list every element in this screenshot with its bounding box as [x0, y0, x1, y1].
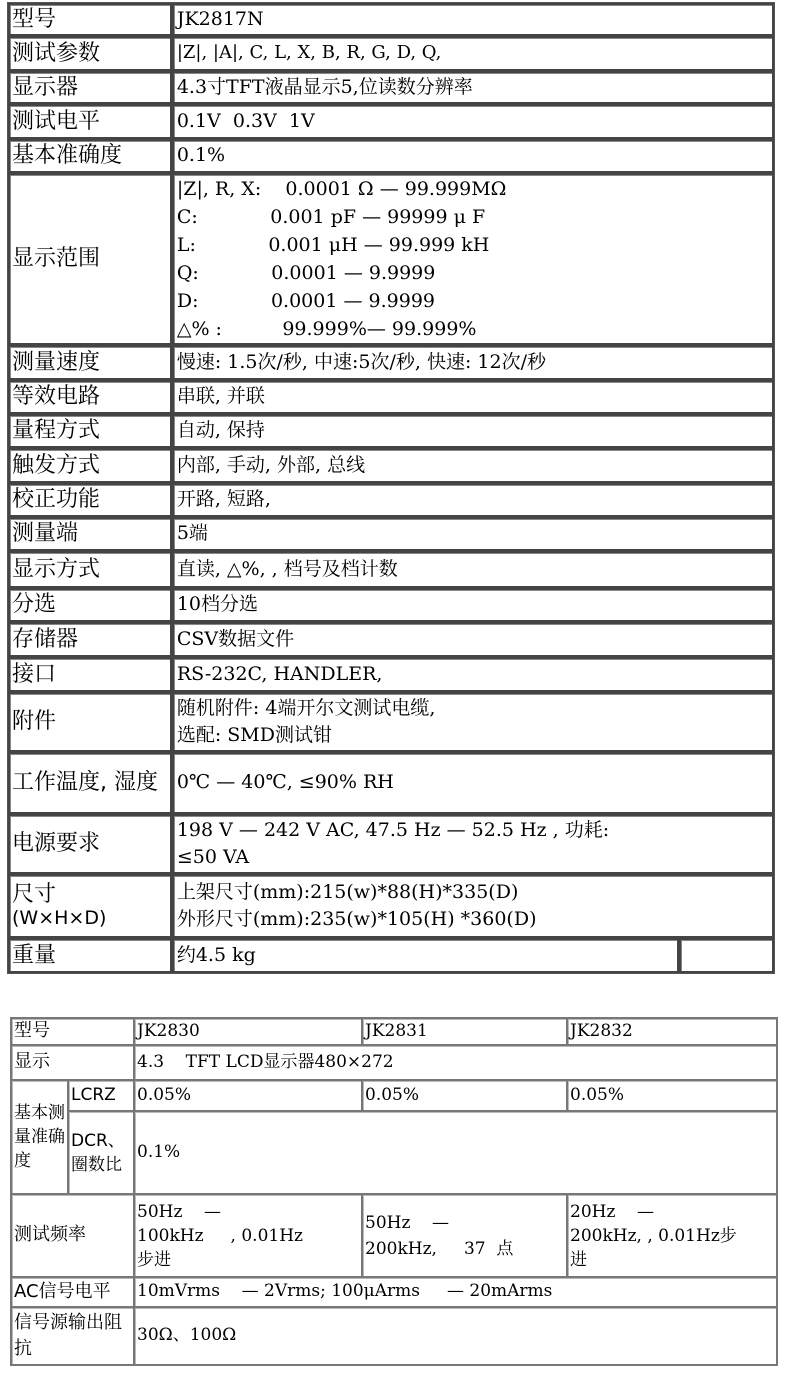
terminals-value: 5端 [172, 517, 774, 551]
range-mode-label: 量程方式 [8, 414, 172, 448]
range-line: C: 0.001 pF — 99999 μ F [176, 206, 486, 228]
model-jk2832: JK2832 [567, 1018, 777, 1045]
display-value: 4.3 TFT LCD显示器480×272 [134, 1045, 777, 1080]
test-params-label: 测试参数 [8, 36, 172, 71]
range-line: |Z|, R, X: 0.0001 Ω — 99.999MΩ [176, 178, 507, 200]
table-row-accuracy [8, 139, 774, 173]
display-value: 4.3寸TFT液晶显示5,位读数分辨率 [172, 71, 774, 104]
label-line: 尺寸 [12, 882, 57, 908]
value-line: 外形尺寸(mm):235(w)*105(H) *360(D) [176, 908, 537, 930]
frequency-jk2830: 50Hz — 100kHz , 0.01Hz 步进 [134, 1194, 362, 1277]
frequency-label: 测试频率 [11, 1194, 134, 1277]
table-row-source-impedance [11, 1307, 777, 1365]
table-row-power [8, 814, 774, 874]
table-row-accuracy-lcrz [11, 1080, 777, 1111]
lcrz-value-jk2832: 0.05% [567, 1080, 777, 1111]
value-line: 随机附件: 4端开尔文测试电缆, [176, 697, 436, 719]
test-level-label: 测试电平 [8, 104, 172, 139]
table-row-trigger [8, 448, 774, 483]
speed-value: 慢速: 1.5次/秒, 中速:5次/秒, 快速: 12次/秒 [172, 345, 774, 380]
dcr-value: 0.1% [134, 1111, 777, 1194]
table-row-temperature [8, 752, 774, 814]
correction-value: 开路, 短路, [172, 483, 774, 517]
model-jk2830: JK2830 [134, 1018, 362, 1045]
speed-label: 测量速度 [8, 345, 172, 380]
value-line: 上架尺寸(mm):215(w)*88(H)*335(D) [176, 881, 519, 903]
interface-label: 接口 [8, 657, 172, 692]
sorting-value: 10档分选 [172, 588, 774, 622]
range-line: Q: 0.0001 — 9.9999 [176, 262, 436, 284]
display-range-label: 显示范围 [8, 173, 172, 345]
temperature-value: 0℃ — 40℃, ≤90% RH [172, 752, 774, 814]
table-row-dimensions [8, 874, 774, 938]
lcrz-value-jk2830: 0.05% [134, 1080, 362, 1111]
table-row-weight [8, 938, 774, 973]
display-mode-label: 显示方式 [8, 551, 172, 588]
spec-table-jk2830-series [10, 1017, 778, 1366]
interface-value: RS-232C, HANDLER, [172, 657, 774, 692]
table-row-test-level [8, 104, 774, 139]
lcrz-value-jk2831: 0.05% [362, 1080, 567, 1111]
dimensions-value [172, 874, 774, 938]
storage-value: CSV数据文件 [172, 622, 774, 657]
source-impedance-label: 信号源输出阻抗 [11, 1307, 134, 1365]
value-line: 198 V — 242 V AC, 47.5 Hz — 52.5 Hz , 功耗: [176, 819, 610, 841]
table-row-display [8, 71, 774, 104]
table-row-accessories [8, 692, 774, 752]
frequency-jk2832: 20Hz — 200kHz, , 0.01Hz步 进 [567, 1194, 777, 1277]
test-level-value: 0.1V 0.3V 1V [172, 104, 774, 139]
storage-label: 存储器 [8, 622, 172, 657]
spec-table-jk2817n [7, 2, 775, 974]
correction-label: 校正功能 [8, 483, 172, 517]
table-row-display-mode [8, 551, 774, 588]
range-line: D: 0.0001 — 9.9999 [176, 290, 435, 312]
table-row-storage [8, 622, 774, 657]
test-params-value: |Z|, |A|, C, L, X, B, R, G, D, Q, [172, 36, 774, 71]
table-row-range-mode [8, 414, 774, 448]
trigger-value: 内部, 手动, 外部, 总线 [172, 448, 774, 483]
accuracy-label: 基本准确度 [8, 139, 172, 173]
model-label: 型号 [11, 1018, 134, 1045]
terminals-label: 测量端 [8, 517, 172, 551]
table-row-model [8, 3, 774, 36]
table-row-frequency [11, 1194, 777, 1277]
temperature-label: 工作温度, 湿度 [8, 752, 172, 814]
equivalent-circuit-label: 等效电路 [8, 380, 172, 414]
model-jk2831: JK2831 [362, 1018, 567, 1045]
weight-extra-cell [679, 938, 774, 973]
display-mode-value: 直读, △%, , 档号及档计数 [172, 551, 774, 588]
table-row-display-range [8, 173, 774, 345]
display-label: 显示器 [8, 71, 172, 104]
spec-table-2-body [11, 1018, 777, 1365]
table-row-accuracy-dcr [11, 1111, 777, 1194]
ac-level-label: AC信号电平 [11, 1277, 134, 1307]
range-line: L: 0.001 μH — 99.999 kH [176, 234, 490, 256]
frequency-jk2831: 50Hz — 200kHz, 37 点 [362, 1194, 567, 1277]
accuracy-label: 基本测量准确度 [11, 1080, 68, 1194]
trigger-label: 触发方式 [8, 448, 172, 483]
accessories-value [172, 692, 774, 752]
lcrz-label: LCRZ [68, 1080, 134, 1111]
weight-label: 重量 [8, 938, 172, 973]
table-row-speed [8, 345, 774, 380]
table-row-display [11, 1045, 777, 1080]
table-row-sorting [8, 588, 774, 622]
spec-table-body [8, 3, 774, 973]
table-row-correction [8, 483, 774, 517]
range-mode-value: 自动, 保持 [172, 414, 774, 448]
dcr-label: DCR、圈数比 [68, 1111, 134, 1194]
accessories-label: 附件 [8, 692, 172, 752]
weight-value: 约4.5 kg [172, 938, 680, 973]
table-row-ac-level [11, 1277, 777, 1307]
table-row-terminals [8, 517, 774, 551]
table-row-test-params [8, 36, 774, 71]
display-range-value [172, 173, 774, 345]
dimensions-label [8, 874, 172, 938]
accuracy-value: 0.1% [172, 139, 774, 173]
ac-level-value: 10mVrms — 2Vrms; 100μArms — 20mArms [134, 1277, 777, 1307]
table-row-model [11, 1018, 777, 1045]
display-label: 显示 [11, 1045, 134, 1080]
equivalent-circuit-value: 串联, 并联 [172, 380, 774, 414]
power-label: 电源要求 [8, 814, 172, 874]
value-line: 选配: SMD测试钳 [176, 724, 332, 746]
model-label: 型号 [8, 3, 172, 36]
value-line: ≤50 VA [176, 846, 250, 868]
label-line: (W×H×D) [12, 906, 107, 929]
sorting-label: 分选 [8, 588, 172, 622]
model-value: JK2817N [172, 3, 774, 36]
power-value [172, 814, 774, 874]
source-impedance-value: 30Ω、100Ω [134, 1307, 777, 1365]
table-row-equivalent-circuit [8, 380, 774, 414]
range-line: △% : 99.999%— 99.999% [176, 318, 477, 340]
table-row-interface [8, 657, 774, 692]
